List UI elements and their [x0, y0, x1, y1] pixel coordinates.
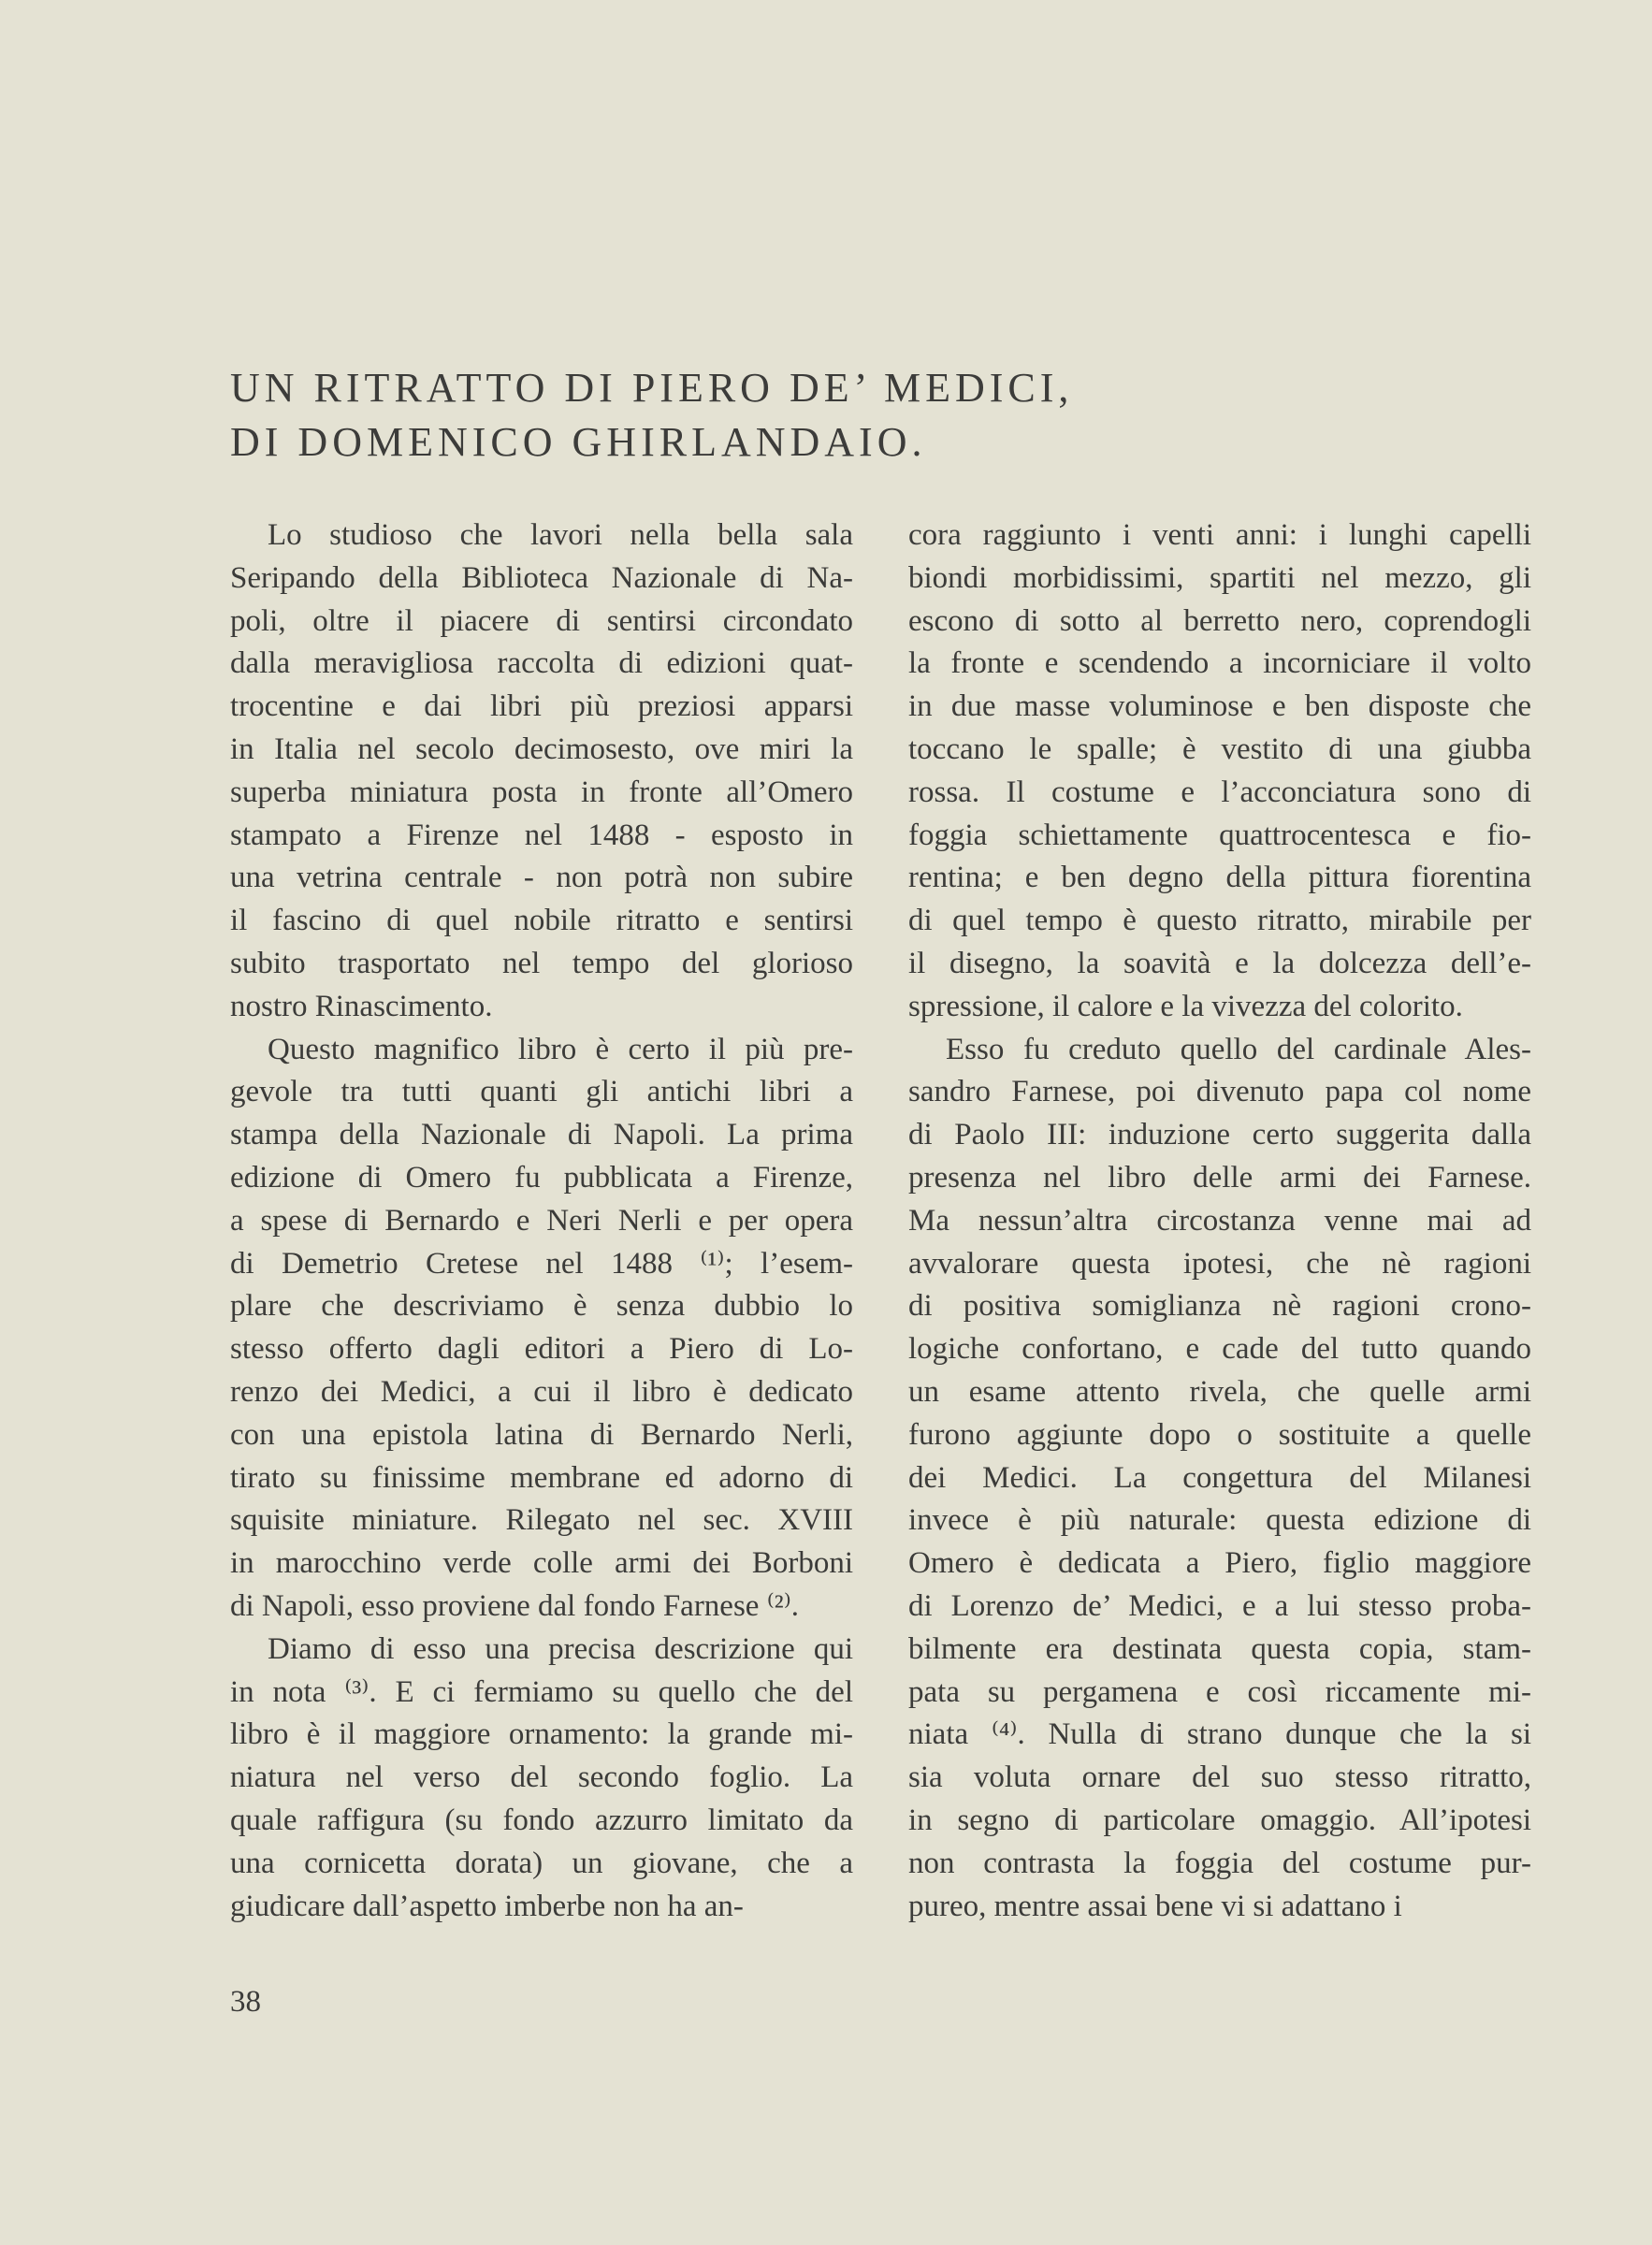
text-line: di Demetrio Cretese nel 1488 ⁽¹⁾; l’esem- [230, 1246, 853, 1281]
text-line: rossa. Il costume e l’acconciatura sono di [908, 775, 1531, 809]
text-line: stesso offerto dagli editori a Piero di Lo- [230, 1332, 853, 1367]
text-line: Seripando della Biblioteca Nazionale di Na- [230, 560, 853, 595]
text-line: bilmente era destinata questa copia, stam- [908, 1631, 1531, 1666]
text-line: in nota ⁽³⁾. E ci fermiamo su quello che del [230, 1674, 853, 1709]
text-line: giudicare dall’aspetto imberbe non ha an- [230, 1889, 744, 1923]
text-line: niatura nel verso del secondo foglio. La [230, 1760, 853, 1795]
text-line: in Italia nel secolo decimosesto, ove miri la [230, 731, 853, 766]
text-line: libro è il maggiore ornamento: la grande mi- [230, 1717, 853, 1752]
text-line: plare che descriviamo è senza dubbio lo [230, 1289, 853, 1324]
text-line: di Paolo III: induzione certo suggerita dalla [908, 1118, 1531, 1152]
page-title [230, 361, 1540, 470]
text-line: in due masse voluminose e ben disposte che [908, 689, 1531, 724]
text-line: sandro Farnese, poi divenuto papa col nome [908, 1075, 1531, 1109]
text-line: in marocchino verde colle armi dei Borboni [230, 1546, 853, 1581]
text-line: logiche confortano, e cade del tutto quando [908, 1332, 1531, 1367]
text-line: spressione, il calore e la vivezza del colorito. [908, 989, 1463, 1023]
text-line: nostro Rinascimento. [230, 989, 493, 1023]
text-line: il disegno, la soavità e la dolcezza dell’e- [908, 946, 1531, 980]
text-line: renzo dei Medici, a cui il libro è dedicato [230, 1374, 853, 1409]
text-line: di quel tempo è questo ritratto, mirabile per [908, 904, 1531, 938]
text-line: stampa della Nazionale di Napoli. La prima [230, 1118, 853, 1152]
text-line: un esame attento rivela, che quelle armi [908, 1374, 1531, 1409]
text-line: stampato a Firenze nel 1488 - esposto in [230, 818, 853, 852]
text-line: di Napoli, esso proviene dal fondo Farnese ⁽²⁾. [230, 1588, 800, 1623]
text-line: Questo magnifico libro è certo il più pre- [268, 1032, 853, 1066]
text-line: una cornicetta dorata) un giovane, che a [230, 1846, 853, 1880]
text-line: toccano le spalle; è vestito di una giubba [908, 731, 1531, 766]
text-line: niata ⁽⁴⁾. Nulla di strano dunque che la si [908, 1717, 1531, 1752]
text-line: tirato su finissime membrane ed adorno di [230, 1460, 853, 1495]
text-line: Omero è dedicata a Piero, figlio maggiore [908, 1546, 1531, 1581]
text-line: Esso fu creduto quello del cardinale Ales- [946, 1032, 1531, 1066]
text-line: con una epistola latina di Bernardo Nerli, [230, 1417, 853, 1452]
text-line: presenza nel libro delle armi dei Farnese. [908, 1160, 1531, 1195]
text-line: escono di sotto al berretto nero, coprendogli [908, 603, 1531, 638]
text-line: invece è più naturale: questa edizione di [908, 1503, 1531, 1538]
text-line: foggia schiettamente quattrocentesca e fio- [908, 818, 1531, 852]
text-line: di positiva somiglianza nè ragioni crono- [908, 1289, 1531, 1324]
text-line: pureo, mentre assai bene vi si adattano i [908, 1889, 1402, 1923]
text-line: rentina; e ben degno della pittura fiorentina [908, 861, 1531, 895]
text-line: una vetrina centrale - non potrà non subire [230, 861, 853, 895]
text-line: pata su pergamena e così riccamente mi- [908, 1674, 1531, 1709]
text-line: furono aggiunte dopo o sostituite a quelle [908, 1417, 1531, 1452]
text-line: la fronte e scendendo a incorniciare il volto [908, 646, 1531, 681]
text-line: Lo studioso che lavori nella bella sala [268, 518, 853, 552]
text-line: superba miniatura posta in fronte all’Omero [230, 775, 853, 809]
title-line-1: UN RITRATTO DI PIERO DE’ MEDICI, [230, 365, 1074, 411]
text-line: dalla meravigliosa raccolta di edizioni quat- [230, 646, 853, 681]
text-line: sia voluta ornare del suo stesso ritratto, [908, 1760, 1531, 1795]
text-line: avvalorare questa ipotesi, che nè ragioni [908, 1246, 1531, 1281]
title-line-2: DI DOMENICO GHIRLANDAIO. [230, 419, 927, 465]
text-line: cora raggiunto i venti anni: i lunghi capelli [908, 518, 1531, 552]
text-line: in segno di particolare omaggio. All’ipotesi [908, 1803, 1531, 1837]
text-line: Ma nessun’altra circostanza venne mai ad [908, 1203, 1531, 1238]
text-line: il fascino di quel nobile ritratto e sentirsi [230, 904, 853, 938]
text-line: quale raffigura (su fondo azzurro limitato da [230, 1803, 853, 1837]
text-line: trocentine e dai libri più preziosi apparsi [230, 689, 853, 724]
text-line: edizione di Omero fu pubblicata a Firenze, [230, 1160, 853, 1195]
text-line: di Lorenzo de’ Medici, e a lui stesso proba- [908, 1588, 1531, 1623]
text-line: poli, oltre il piacere di sentirsi circondato [230, 603, 853, 638]
text-line: non contrasta la foggia del costume pur- [908, 1846, 1531, 1880]
text-line: dei Medici. La congettura del Milanesi [908, 1460, 1531, 1495]
text-line: a spese di Bernardo e Neri Nerli e per opera [230, 1203, 853, 1238]
right-text-column [908, 514, 1531, 1928]
text-line: gevole tra tutti quanti gli antichi libri a [230, 1075, 853, 1109]
page-number: 38 [230, 1985, 261, 2019]
text-line: Diamo di esso una precisa descrizione qui [268, 1631, 853, 1666]
text-line: subito trasportato nel tempo del glorioso [230, 946, 853, 980]
left-text-column [230, 514, 853, 1928]
text-line: squisite miniature. Rilegato nel sec. XVIII [230, 1503, 853, 1538]
text-line: biondi morbidissimi, spartiti nel mezzo, gli [908, 560, 1531, 595]
